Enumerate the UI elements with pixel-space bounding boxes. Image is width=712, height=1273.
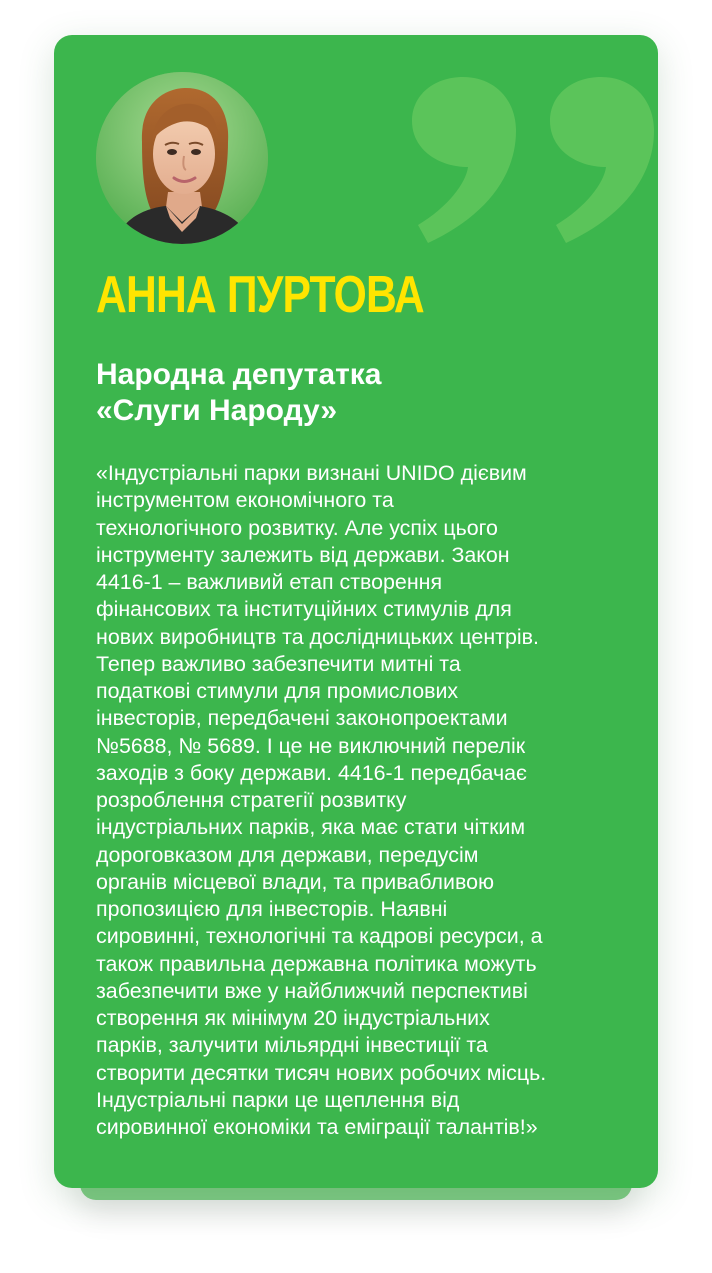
quote-line: створення як мінімум 20 індустріальних: [96, 1006, 490, 1030]
quote-line: 4416-1 – важливий етап створення: [96, 570, 443, 594]
quote-line: №5688, № 5689. І це не виключний перелік: [96, 733, 526, 758]
quote-line: Тепер важливо забезпечити митні та: [96, 651, 461, 676]
closing-quote-icon: [546, 75, 656, 245]
quote-line: дороговказом для держави, передусім: [96, 842, 479, 867]
quote-line: інструментом економічного та: [96, 488, 394, 513]
quote-line: парків, залучити мільярдні інвестиції та: [96, 1033, 488, 1058]
quote-card: [54, 35, 658, 1188]
quote-line: також правильна державна політика можуть: [96, 951, 537, 976]
quote-line: нових виробництв та дослідницьких центрів.: [96, 624, 539, 649]
quote-line: індустріальних парків, яка має стати чітким: [96, 815, 526, 840]
quote-line: розроблення стратегії розвитку: [96, 788, 407, 812]
quote-line: податкові стимули для промислових: [96, 679, 459, 703]
quote-text: [96, 460, 636, 1141]
quote-line: інвесторів, передбачені законопроектами: [96, 706, 508, 731]
quote-line: фінансових та інституційних стимулів для: [96, 597, 512, 622]
quote-line: інструменту залежить від держави. Закон: [96, 542, 510, 567]
quote-line: пропозицією для інвесторів. Наявні: [96, 897, 448, 921]
person-name: АННА ПУРТОВА: [96, 266, 424, 324]
portrait-photo: [96, 72, 268, 244]
quote-line: створити десятки тисяч нових робочих місць.: [96, 1060, 547, 1085]
position-line: «Слуги Народу»: [96, 394, 338, 427]
quote-line: сировинної економіки та еміграції талантів!»: [96, 1115, 538, 1139]
closing-quote-icon: [408, 75, 518, 245]
quote-line: заходів з боку держави. 4416-1 передбачає: [96, 760, 527, 785]
quote-line: органів місцевої влади, та привабливою: [96, 869, 495, 894]
quote-line: «Індустріальні парки визнані UNIDO дієвим: [96, 461, 527, 485]
avatar: [96, 72, 268, 244]
position-line: Народна депутатка: [96, 358, 382, 391]
quote-line: Індустріальні парки це щеплення від: [96, 1087, 460, 1112]
person-position: [96, 357, 616, 429]
quote-line: сировинні, технологічні та кадрові ресурси, а: [96, 924, 543, 949]
quote-line: забезпечити вже у найближчий перспективі: [96, 978, 528, 1003]
quote-line: технологічного розвитку. Але успіх цього: [96, 515, 498, 540]
